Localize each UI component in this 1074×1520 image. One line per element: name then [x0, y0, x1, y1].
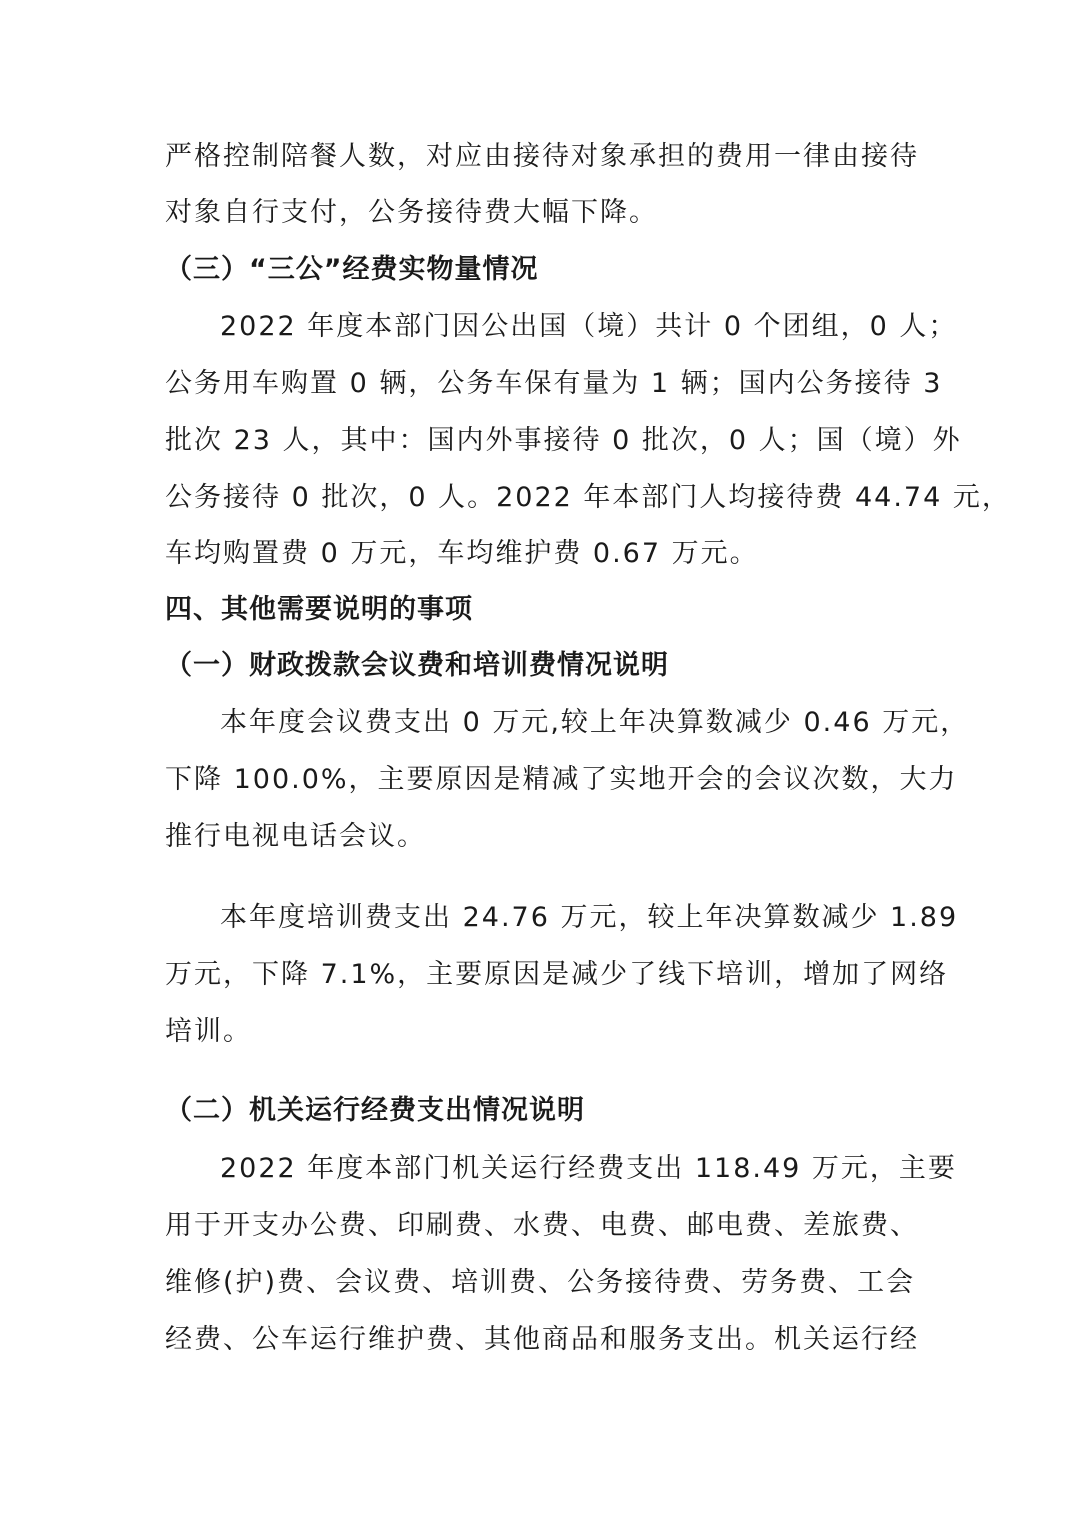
- paragraph-line: 本年度会议费支出 0 万元,较上年决算数减少 0.46 万元，: [220, 707, 970, 738]
- paragraph-line: 2022 年度本部门因公出国（境）共计 0 个团组，0 人；: [220, 311, 958, 342]
- paragraph-line: 用于开支办公费、印刷费、水费、电费、邮电费、差旅费、: [165, 1210, 919, 1241]
- paragraph-line: 公务接待 0 批次，0 人。2022 年本部门人均接待费 44.74 元，: [165, 482, 1011, 513]
- paragraph-line: 经费、公车运行维护费、其他商品和服务支出。机关运行经: [165, 1324, 919, 1355]
- paragraph-line: 严格控制陪餐人数，对应由接待对象承担的费用一律由接待: [165, 141, 919, 172]
- paragraph-line: 维修(护)费、会议费、培训费、公务接待费、劳务费、工会: [165, 1267, 916, 1298]
- paragraph-line: 下降 100.0%，主要原因是精减了实地开会的会议次数，大力: [165, 764, 958, 795]
- paragraph-line: 本年度培训费支出 24.76 万元，较上年决算数减少 1.89: [220, 902, 959, 933]
- section-heading-meeting-training: （一）财政拨款会议费和培训费情况说明: [165, 650, 669, 681]
- section-heading-other-matters: 四、其他需要说明的事项: [165, 594, 473, 625]
- paragraph-line: 万元，下降 7.1%，主要原因是减少了线下培训，增加了网络: [165, 959, 949, 990]
- paragraph-line: 批次 23 人，其中：国内外事接待 0 批次，0 人；国（境）外: [165, 425, 962, 456]
- paragraph-line: 推行电视电话会议。: [165, 821, 426, 852]
- paragraph-line: 公务用车购置 0 辆，公务车保有量为 1 辆；国内公务接待 3: [165, 368, 943, 399]
- paragraph-line: 2022 年度本部门机关运行经费支出 118.49 万元，主要: [220, 1153, 957, 1184]
- section-heading-operating-expenses: （二）机关运行经费支出情况说明: [165, 1095, 585, 1126]
- paragraph-line: 培训。: [165, 1016, 252, 1047]
- section-heading-three-public: （三）“三公”经费实物量情况: [165, 254, 539, 285]
- paragraph-line: 车均购置费 0 万元，车均维护费 0.67 万元。: [165, 538, 759, 569]
- paragraph-line: 对象自行支付，公务接待费大幅下降。: [165, 197, 658, 228]
